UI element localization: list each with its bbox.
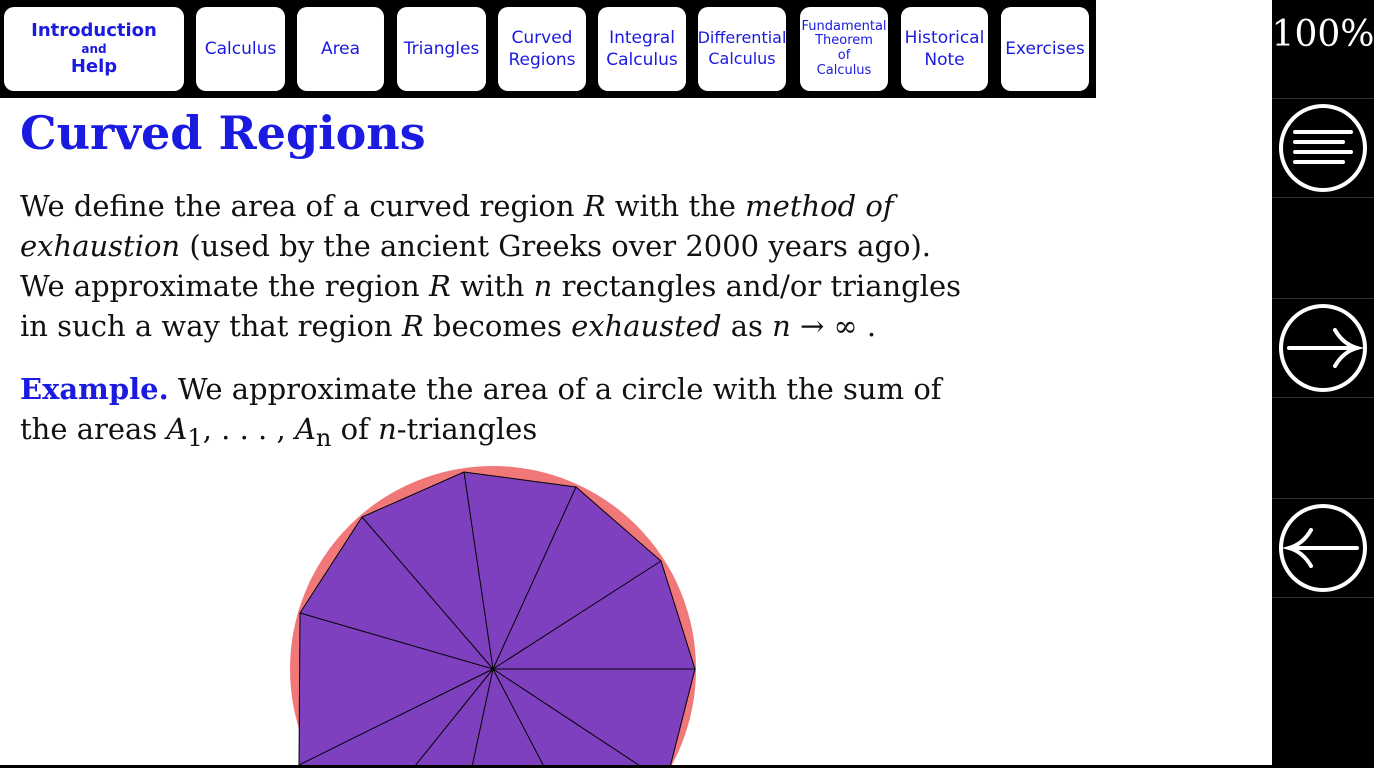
text: with the — [605, 189, 746, 223]
text: . — [857, 309, 877, 343]
tab-label-line1: Introduction — [31, 20, 157, 42]
tab-calculus[interactable] — [196, 7, 285, 91]
math-var: R — [401, 309, 424, 343]
text: We approximate the region — [20, 269, 429, 303]
subscript: 1 — [187, 423, 203, 452]
tab-label: Exercises — [1005, 38, 1085, 59]
tab-label-line4: Calculus — [816, 62, 872, 78]
math-var: A — [294, 412, 316, 446]
tab-label-line2: Calculus — [606, 50, 678, 70]
tab-historical-note[interactable] — [901, 7, 988, 91]
method-term: method of exhaustion — [20, 189, 894, 263]
circle-triangle-figure — [290, 465, 700, 765]
text: We approximate the area of a circle with the sum of the areas — [20, 372, 942, 446]
tab-integral-calculus[interactable] — [598, 7, 686, 91]
math-var: R — [583, 189, 606, 223]
tab-label-line3: Help — [70, 56, 118, 78]
next-page-button[interactable] — [1272, 298, 1374, 398]
tab-introduction-and-help[interactable] — [4, 7, 184, 91]
exhausted-term: exhausted — [571, 309, 722, 343]
menu-icon — [1277, 102, 1369, 194]
example-paragraph — [20, 369, 980, 458]
tab-label: Calculus — [204, 38, 277, 59]
text: , . . . , — [202, 412, 295, 446]
right-control-panel — [1272, 0, 1374, 768]
text: as — [721, 309, 773, 343]
tab-label-line2: Note — [924, 50, 965, 70]
tab-label-line2: Calculus — [708, 49, 776, 68]
tab-label-line1: Fundamental — [801, 18, 887, 34]
tab-differential-calculus[interactable] — [698, 7, 786, 91]
text: -triangles — [396, 412, 538, 446]
arrow-right-icon — [1277, 302, 1369, 394]
tab-label-line2: and — [81, 41, 107, 56]
top-navigation — [0, 0, 1096, 98]
arrow-left-icon — [1277, 502, 1369, 594]
menu-button[interactable] — [1272, 98, 1374, 198]
definition-paragraph — [20, 186, 980, 346]
tab-label-line1: Curved — [511, 27, 573, 48]
text: rectangles and/or triangles in such a way that region — [20, 269, 962, 343]
math-var: n — [378, 412, 397, 446]
tab-label-line2: Regions — [508, 50, 576, 70]
text: becomes — [423, 309, 572, 343]
tab-exercises[interactable] — [1001, 7, 1089, 91]
tab-curved-regions[interactable] — [498, 7, 586, 91]
example-label: Example. — [20, 372, 169, 406]
math-var: n — [533, 269, 553, 303]
inscribed-polygon — [299, 472, 695, 765]
text: (used by the ancient Greeks over 2000 years ago). — [180, 229, 931, 263]
math-var: R — [428, 269, 451, 303]
limit-expression: n → ∞ — [772, 309, 858, 343]
page-title: Curved Regions — [20, 106, 426, 160]
tab-label: Triangles — [403, 38, 480, 59]
zoom-level[interactable]: 100% — [1271, 14, 1374, 55]
subscript: n — [315, 423, 332, 452]
tab-label-line1: Historical — [904, 27, 985, 48]
tab-label-line3: of — [837, 48, 851, 63]
tab-triangles[interactable] — [397, 7, 486, 91]
text: We define the area of a curved region — [20, 189, 584, 223]
tab-label-line1: Integral — [609, 27, 675, 48]
tab-label: Area — [320, 38, 361, 59]
text: with — [450, 269, 534, 303]
previous-page-button[interactable] — [1272, 498, 1374, 598]
math-var: A — [166, 412, 188, 446]
tab-area[interactable] — [297, 7, 384, 91]
tab-label-line2: Theorem — [815, 33, 873, 49]
tab-fundamental-theorem-of-calculus[interactable] — [800, 7, 888, 91]
text: of — [331, 412, 379, 446]
tab-label-line1: Differential — [697, 28, 787, 48]
